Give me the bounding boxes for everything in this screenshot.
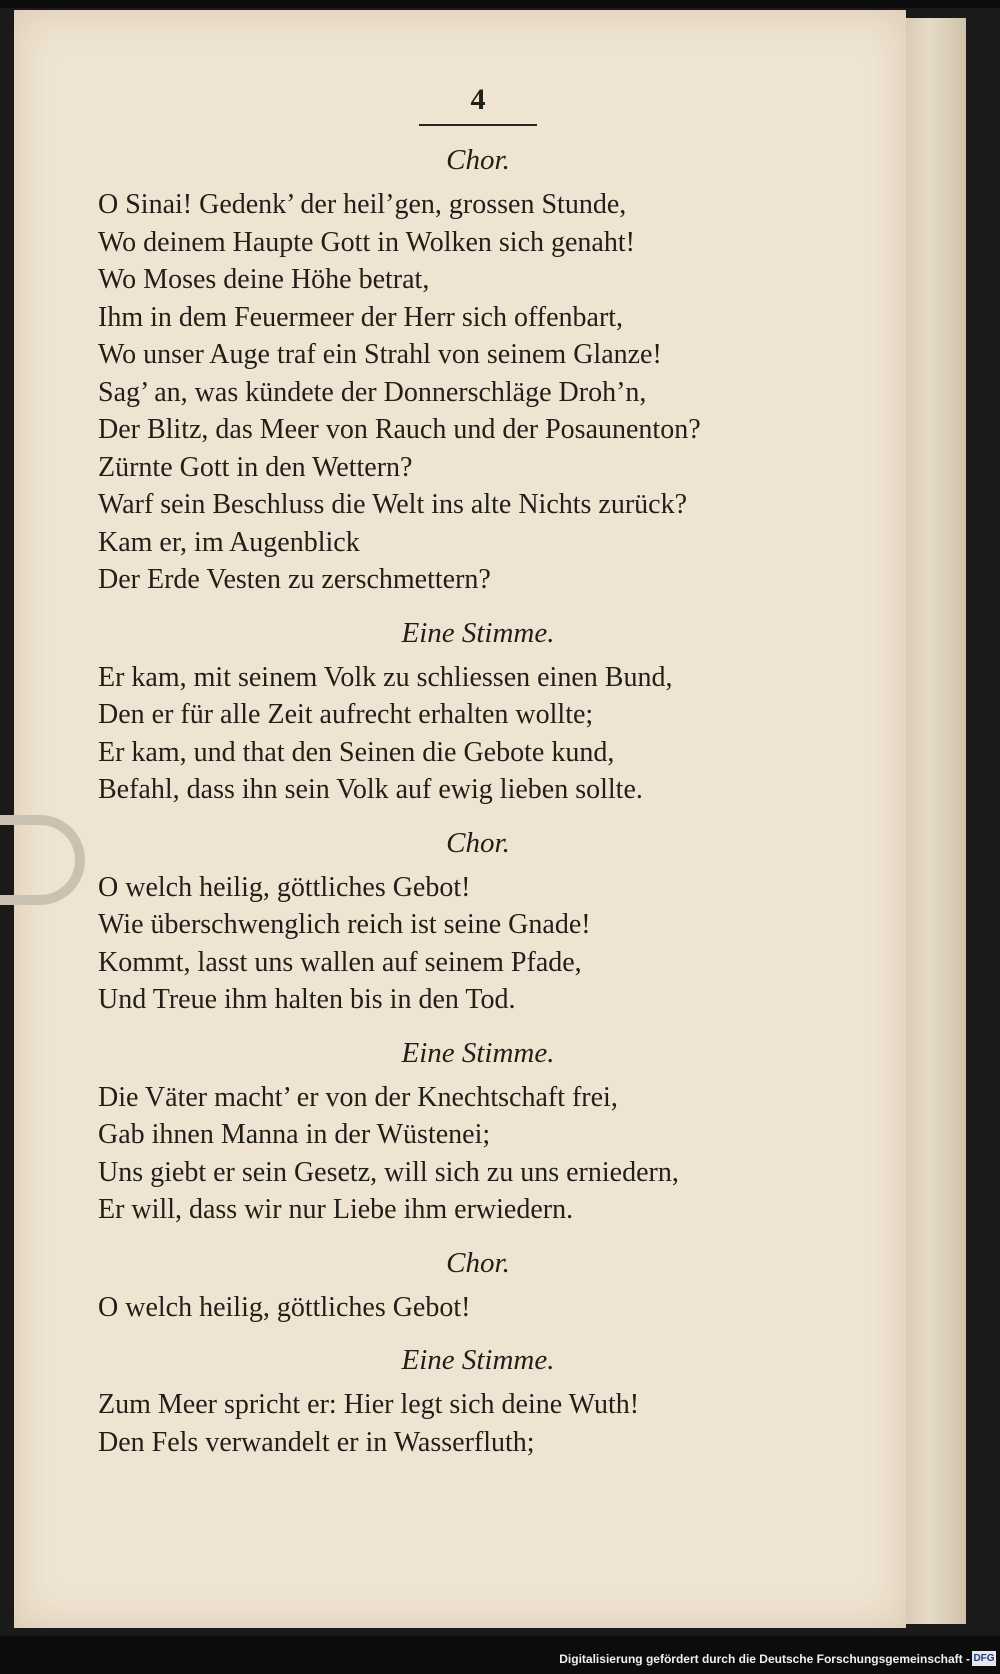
section-heading: Chor. (446, 144, 510, 176)
header-rule (419, 124, 537, 126)
section-heading: Eine Stimme. (401, 616, 555, 649)
verse-line: Den er für alle Zeit aufrecht erhalten wollte; (98, 699, 594, 730)
verse-line: Wie überschwenglich reich ist seine Gnade! (98, 909, 591, 940)
verse-line: Sag’ an, was kündete der Donnerschläge Droh’n, (98, 376, 647, 408)
section (98, 825, 858, 1019)
section-heading: Chor. (446, 1246, 510, 1279)
section (98, 615, 858, 809)
section (98, 142, 858, 599)
verse-line: Kommt, lasst uns wallen auf seinem Pfade, (98, 946, 582, 978)
section (98, 1342, 858, 1461)
verse-line: O welch heilig, göttliches Gebot! (98, 871, 471, 903)
verse-line: Kam er, im Augenblick (98, 526, 360, 558)
section (98, 1035, 858, 1229)
verse-line: Er kam, und that den Seinen die Gebote kund, (98, 736, 615, 768)
verse-line: Er kam, mit seinem Volk zu schliessen einen Bund, (98, 661, 673, 693)
verse-line: Ihm in dem Feuermeer der Herr sich offenbart, (98, 301, 624, 333)
section-heading: Chor. (446, 826, 510, 859)
verse-line: Gab ihnen Manna in der Wüstenei; (98, 1119, 491, 1150)
section-heading: Eine Stimme. (401, 1344, 555, 1376)
verse-line: O welch heilig, göttliches Gebot! (98, 1291, 471, 1323)
dfg-logo: DFG (973, 1653, 995, 1664)
verse-line: Die Väter macht’ er von der Knechtschaft frei, (98, 1081, 618, 1113)
verse-line: Warf sein Beschluss die Welt ins alte Nichts zurück? (98, 489, 688, 520)
verse-line: Befahl, dass ihn sein Volk auf ewig lieben sollte. (98, 774, 643, 805)
verse-line: O Sinai! Gedenk’ der heil’gen, grossen Stunde, (98, 189, 627, 220)
funding-credit: Digitalisierung gefördert durch die Deutsche Forschungsgemeinschaft - (559, 1652, 970, 1666)
verse-line: Zum Meer spricht er: Hier legt sich deine Wuth! (98, 1389, 640, 1420)
verse-line: Uns giebt er sein Gesetz, will sich zu uns erniedern, (98, 1156, 679, 1188)
verse-line: Zürnte Gott in den Wettern? (98, 451, 413, 483)
page-edge (906, 18, 966, 1624)
section-heading: Eine Stimme. (401, 1036, 555, 1069)
verse-line: Der Erde Vesten zu zerschmettern? (98, 564, 491, 595)
verse-line: Wo Moses deine Höhe betrat, (98, 264, 430, 295)
verse-line: Der Blitz, das Meer von Rauch und der Posaunenton? (98, 414, 701, 445)
page-text (98, 80, 858, 1461)
verse-line: Er will, dass wir nur Liebe ihm erwiedern. (98, 1194, 574, 1225)
verse-line: Den Fels verwandelt er in Wasserfluth; (98, 1426, 535, 1458)
section (98, 1245, 858, 1327)
verse-line: Und Treue ihm halten bis in den Tod. (98, 984, 516, 1015)
verse-line: Wo unser Auge traf ein Strahl von seinem Glanze! (98, 339, 662, 370)
page-number: 4 (470, 83, 486, 116)
verse-line: Wo deinem Haupte Gott in Wolken sich genaht! (98, 226, 635, 258)
